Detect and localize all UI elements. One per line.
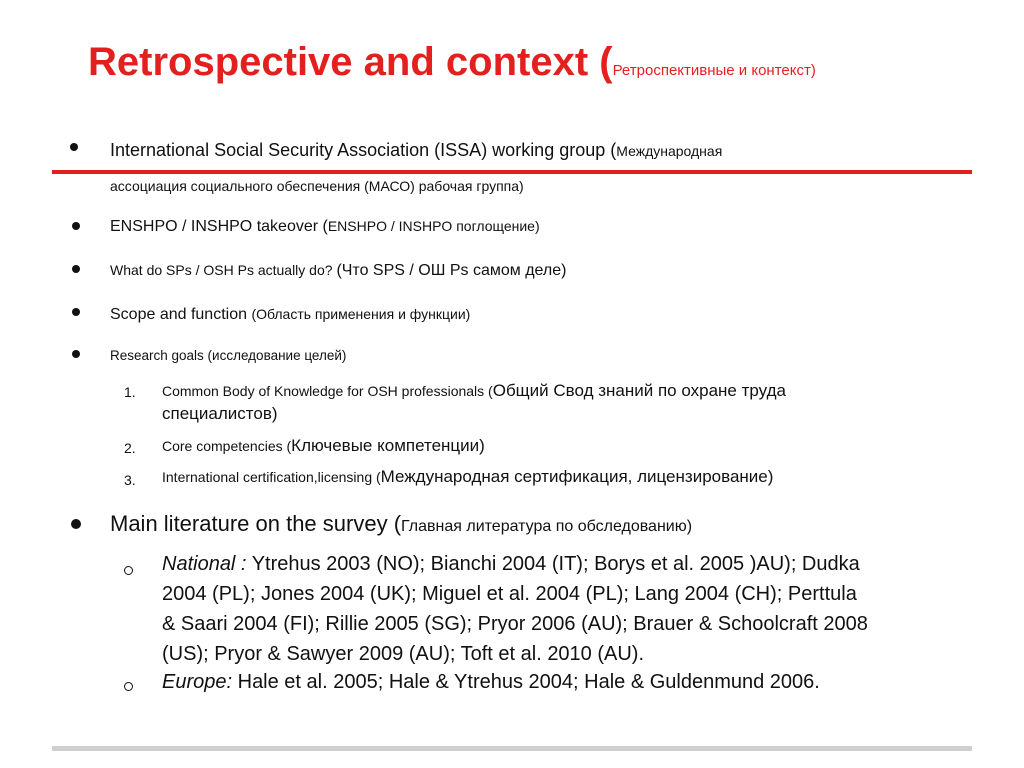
goal-3-ru: Международная сертификация, лицензирование) — [380, 467, 774, 486]
sub-bullet-circle — [124, 682, 133, 691]
bullet-issa-en: International Social Security Association (ISSA) working group ( — [110, 140, 617, 160]
bullet-what-do — [110, 262, 566, 280]
goal-body-of-knowledge — [162, 381, 786, 401]
list-number: 3. — [124, 472, 136, 488]
national-label: National : — [162, 553, 247, 575]
literature-ru: Главная литература по обследованию) — [401, 518, 693, 535]
bullet-scope-ru: (Область применения и функции) — [251, 306, 471, 322]
goal-certification — [162, 467, 773, 487]
bullet-dot — [72, 308, 80, 316]
literature-en: Main literature on the survey ( — [110, 511, 402, 536]
goal-core-competencies — [162, 436, 485, 456]
europe-label: Europe: — [162, 671, 233, 693]
bullet-issa-ru-cont: ассоциация социального обеспечения (МАСО) рабочая группа) — [110, 178, 524, 194]
bullet-dot — [72, 350, 80, 358]
bullet-what-do-ru: (Что SPS / ОШ Ps самом деле) — [336, 262, 567, 279]
bullet-research-goals: Research goals (исследование целей) — [110, 348, 347, 363]
bullet-scope — [110, 306, 470, 324]
national-line-1: Ytrehus 2003 (NO); Bianchi 2004 (IT); Borys et al. 2005 )AU); Dudka — [246, 553, 860, 575]
divider-rule — [52, 170, 972, 174]
bullet-enshpo-en: ENSHPO / INSHPO takeover ( — [110, 218, 328, 235]
bullet-scope-en: Scope and function — [110, 306, 252, 323]
national-line-2: 2004 (PL); Jones 2004 (UK); Miguel et al. 2004 (PL); Lang 2004 (CH); Perttula — [162, 583, 857, 605]
bullet-dot — [71, 519, 81, 529]
goal-2-en: Core competencies ( — [162, 438, 292, 454]
bullet-issa-ru: Международная — [616, 143, 723, 159]
slide-title — [88, 38, 816, 95]
bullet-dot — [70, 143, 78, 151]
literature-national — [162, 549, 868, 669]
literature-europe — [162, 667, 820, 697]
list-number: 2. — [124, 440, 136, 456]
bullet-enshpo-ru: ENSHPO / INSHPO поглощение) — [327, 218, 540, 234]
list-number: 1. — [124, 384, 136, 400]
europe-line-1: Hale et al. 2005; Hale & Ytrehus 2004; Hale & Guldenmund 2006. — [232, 671, 820, 693]
national-line-4: (US); Pryor & Sawyer 2009 (AU); Toft et al. 2010 (AU). — [162, 643, 645, 665]
bullet-dot — [72, 222, 80, 230]
goal-1-ru-cont: специалистов) — [162, 404, 278, 423]
goal-3-en: International certification,licensing ( — [162, 469, 381, 485]
bullet-literature — [110, 511, 692, 537]
national-line-3: & Saari 2004 (FI); Rillie 2005 (SG); Pryor 2006 (AU); Brauer & Schoolcraft 2008 — [162, 613, 868, 635]
title-main: Retrospective and context ( — [88, 40, 613, 84]
bullet-issa — [110, 140, 722, 161]
title-subtitle: Ретроспективные и контекст) — [612, 62, 816, 79]
goal-2-ru: Ключевые компетенции) — [291, 436, 485, 455]
bullet-dot — [72, 265, 80, 273]
sub-bullet-circle — [124, 566, 133, 575]
footer-rule — [52, 746, 972, 751]
goal-1-en: Common Body of Knowledge for OSH professionals ( — [162, 383, 493, 399]
bullet-enshpo — [110, 218, 540, 236]
bullet-what-do-en: What do SPs / OSH Ps actually do? — [110, 262, 337, 278]
goal-1-ru: Общий Свод знаний по охране труда — [492, 381, 786, 400]
